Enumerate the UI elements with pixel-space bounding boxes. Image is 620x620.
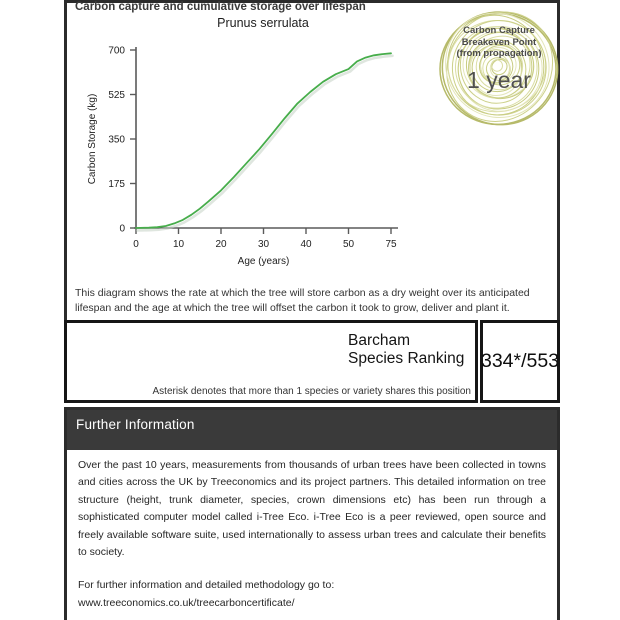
certificate-body: [64, 0, 560, 620]
badge-label-line2: Breakeven Point: [461, 36, 537, 48]
svg-text:700: 700: [108, 45, 125, 57]
species-ranking-box: [64, 320, 478, 403]
further-information-text: Over the past 10 years, measurements from thousands of urban trees have been collected in towns and cities across the UK by Treeconomics and its project partners. This detailed information on tree structure (height, trunk diameter, species, crown dimensions etc) has been run through a sophisticated computer model called i-Tree Eco. i-Tree Eco is a peer reviewed, open source and freely available software suite, used internationally to assess urban trees and calculate their benefits to society.: [78, 459, 546, 559]
svg-text:0: 0: [133, 239, 139, 250]
breakeven-badge: [436, 3, 562, 129]
ranking-label: [348, 332, 464, 368]
svg-text:0: 0: [119, 223, 125, 235]
badge-label-line3: (from propagation): [456, 48, 542, 59]
species-ranking-section: [64, 320, 560, 403]
chart-description: This diagram shows the rate at which the tree will store carbon as a dry weight over its anticipated lifespan and the age at which the tree will offset the carbon it took to grow, deliver and plant it.: [75, 287, 530, 315]
chart-section: [64, 0, 560, 320]
further-information-section: [64, 407, 560, 620]
ranking-value: 334*/553: [480, 350, 560, 372]
methodology-url: For further information and detailed methodology go to: www.treeconomics.co.uk/treecarboncertificate/: [78, 579, 335, 609]
further-information-header: Further Information: [67, 410, 557, 450]
further-information-body: [67, 450, 557, 620]
chart-title: Prunus serrulata: [217, 16, 309, 30]
svg-text:Carbon Storage (kg): Carbon Storage (kg): [87, 93, 98, 185]
section-title: Carbon capture and cumulative storage over lifespan: [75, 1, 366, 13]
svg-text:40: 40: [300, 239, 312, 250]
svg-text:75: 75: [385, 239, 397, 250]
svg-text:50: 50: [342, 239, 355, 250]
badge-label-line1: Carbon Capture: [463, 25, 535, 36]
ranking-value-box: [480, 320, 560, 403]
svg-text:175: 175: [108, 179, 125, 190]
svg-text:525: 525: [108, 90, 125, 101]
svg-text:30: 30: [257, 239, 270, 250]
svg-text:350: 350: [108, 134, 125, 146]
ranking-asterisk-note: Asterisk denotes that more than 1 species or variety shares this position: [152, 386, 471, 397]
svg-text:20: 20: [215, 239, 227, 250]
svg-text:10: 10: [172, 239, 185, 250]
badge-label: [436, 25, 562, 60]
ranking-label-line1: Barcham: [348, 332, 411, 349]
tree-rings-icon: [436, 3, 562, 129]
badge-value: 1 year: [467, 67, 531, 93]
svg-text:Age (years): Age (years): [237, 256, 290, 267]
ranking-label-line2: Species Ranking: [348, 350, 465, 367]
